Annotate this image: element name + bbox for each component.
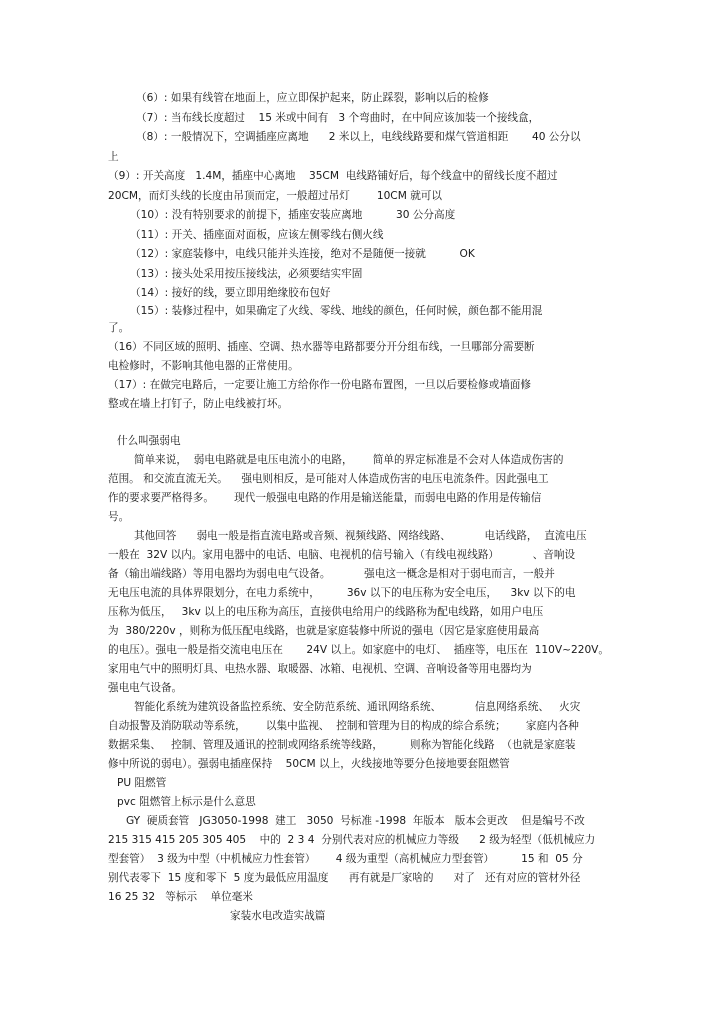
text-line: 备（输出端线路）等用电器均为弱电电气设备。 强电这一概念是相对于弱电而言，一般并 (108, 568, 555, 580)
text-line: pvc 阻燃管上标示是什么意思 (117, 796, 256, 808)
text-line: 整或在墙上打钉子，防止电线被打坏。 (108, 398, 289, 410)
text-line: 号。 (108, 511, 130, 523)
text-line: （14）: 接好的线，要立即用绝缘胶布包好 (130, 287, 331, 299)
text-line: （16）不同区域的照明、插座、空调、热水器等电路都要分开分组布线，一旦哪部分需要断 (108, 341, 535, 353)
text-line: 的电压）。强电一般是指交流电电压在 24V 以上。如家庭中的电灯、 插座等，电压在 110V~220V。 (108, 644, 610, 656)
text-line: （11）: 开关、插座面对面板，应该左侧零线右侧火线 (130, 229, 384, 241)
text-line: （17）: 在做完电路后，一定要让施工方给你作一份电路布置图，一旦以后要检修或墙面修 (108, 379, 531, 391)
text-line: （6）: 如果有线管在地面上，应立即保护起来，防止踩裂，影响以后的检修 (136, 92, 489, 104)
text-line: （7）: 当布线长度超过 15 米或中间有 3 个弯曲时，在中间应该加装一个接线盒， (136, 112, 540, 124)
text-line: 为 380/220v ，则称为低压配电线路，也就是家庭装修中所说的强电（因它是家庭使用最高 (108, 625, 540, 637)
text-line: 无电压电流的具体界限划分，在电力系统中， 36v 以下的电压称为安全电压， 3kv 以下的电 (108, 587, 576, 599)
text-line: 修中所说的弱电）。强弱电插座保持 50CM 以上，火线接地等要分色接地要套阻燃管 (108, 758, 510, 770)
text-line: 范围。 和交流直流无关。 强电则相反，是可能对人体造成伤害的电压电流条件。因此强电工 (108, 473, 549, 485)
text-line: 压称为低压， 3kv 以上的电压称为高压，直接供电给用户的线路称为配电线路，如用户电压 (108, 606, 544, 618)
text-line: （10）: 没有特别要求的前提下，插座安装应离地 30 公分高度 (130, 209, 456, 221)
text-line: 一般在 32V 以内。家用电器中的电话、电脑、电视机的信号输入（有线电视线路） 、音响设 (108, 549, 576, 561)
text-line: 自动报警及消防联动等系统， 以集中监视、 控制和管理为目的构成的综合系统； 家庭内各种 (108, 720, 579, 732)
section-heading: 什么叫强弱电 (117, 435, 181, 447)
text-line: GY 硬质套管 JG3050-1998 建工 3050 号标准 -1998 年版本 版本会更改 但是编号不改 (126, 815, 585, 827)
text-line: （15）: 装修过程中，如果确定了火线、零线、地线的颜色，任何时候，颜色都不能用混 (130, 305, 543, 317)
text-line: （13）: 接头处采用按压接线法，必须要结实牢固 (130, 268, 363, 280)
text-line: 电检修时，不影响其他电器的正常使用。 (108, 360, 299, 372)
text-line: 家用电气中的照明灯具、电热水器、取暖器、冰箱、电视机、空调、音响设备等用电器均为 (108, 663, 532, 675)
text-line: 强电电气设备。 (108, 682, 183, 694)
text-line: （12）: 家庭装修中，电线只能并头连接，绝对不是随便一接就 OK (130, 248, 475, 260)
text-line: 别代表零下 15 度和零下 5 度为最低应用温度 再有就是厂家啥的 对了 还有对应的管材外径 (108, 872, 581, 884)
section-heading: 家装水电改造实战篇 (230, 910, 326, 922)
text-line: 作的要求要严格得多。 现代一般强电电路的作用是输送能量，而弱电电路的作用是传输信 (108, 492, 542, 504)
text-line: （8）: 一般情况下，空调插座应离地 2 米以上，电线线路要和煤气管道相距 40 公分以 (136, 131, 581, 143)
text-line: 简单来说， 弱电电路就是电压电流小的电路， 简单的界定标准是不会对人体造成伤害的 (134, 454, 564, 466)
text-line: 20CM，而灯头线的长度由吊顶而定，一般超过吊灯 10CM 就可以 (108, 190, 442, 202)
text-line: 其他回答 弱电一般是指直流电路或音频、视频线路、网络线路、 电话线路， 直流电压 (134, 530, 587, 542)
text-line: 型套管） 3 级为中型（中机械应力性套管） 4 级为重型（高机械应力型套管） 15 和 05 分 (108, 853, 583, 865)
text-line: 上 (108, 151, 119, 163)
text-line: 215 315 415 205 305 405 中的 2 3 4 分别代表对应的机械应力等级 2 级为轻型（低机械应力 (108, 834, 596, 846)
text-line: 了。 (108, 322, 130, 334)
text-line: PU 阻燃管 (117, 777, 167, 789)
text-line: 数据采集、 控制、管理及通讯的控制或网络系统等线路， 则称为智能化线路 （也就是家庭装 (108, 739, 576, 751)
text-line: 智能化系统为建筑设备监控系统、安全防范系统、通讯网络系统、 信息网络系统、 火灾 (134, 701, 581, 713)
text-line: （9）: 开关高度 1.4M，插座中心离地 35CM 电线路铺好后，每个线盒中的留线长度不超过 (108, 170, 558, 182)
text-line: 16 25 32 等标示 单位毫米 (108, 891, 253, 903)
